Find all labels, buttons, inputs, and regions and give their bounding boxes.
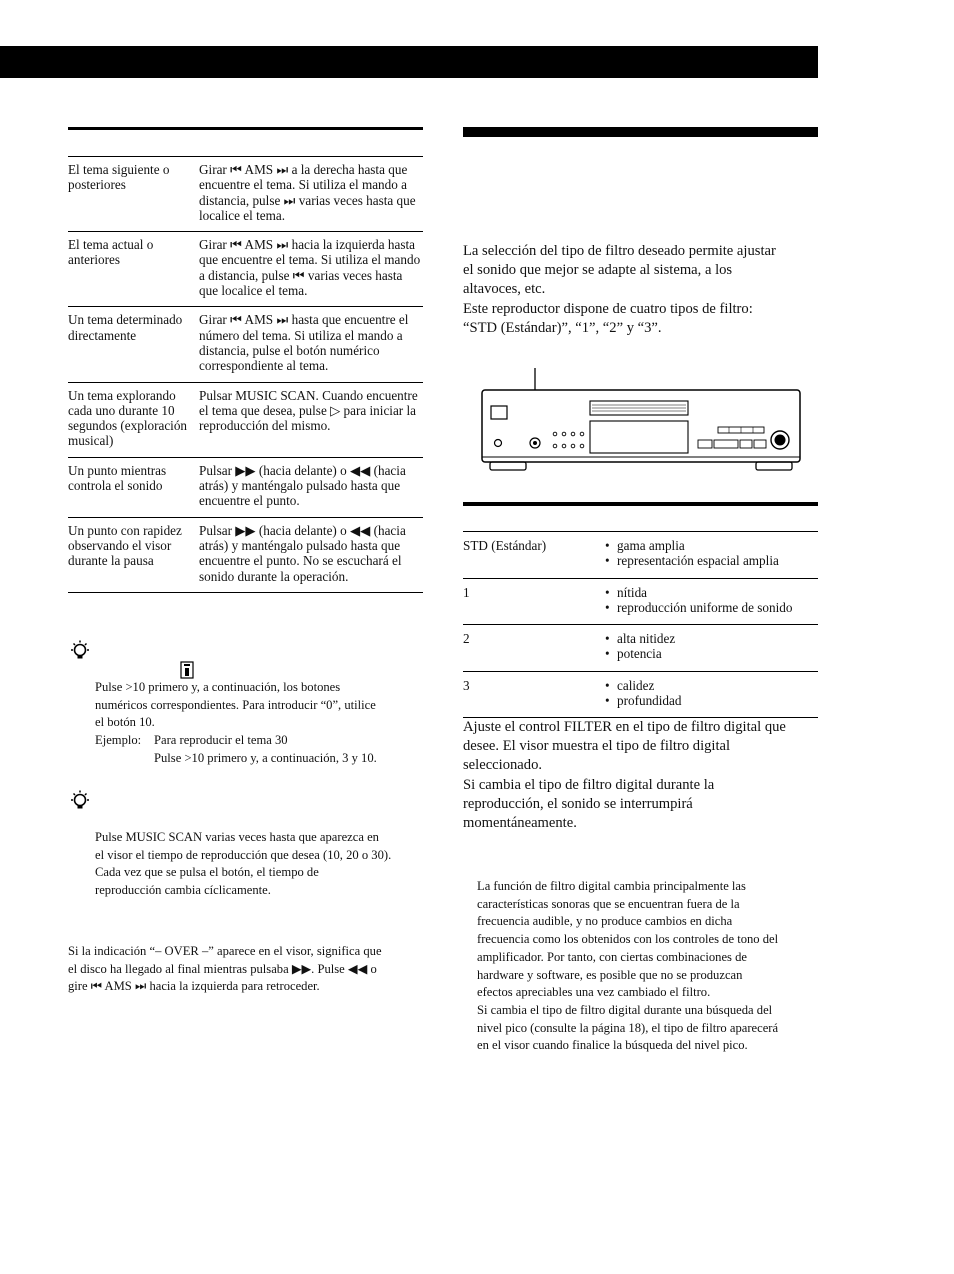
lightbulb-tip-icon bbox=[68, 790, 92, 814]
tip-numeric-buttons: Pulse >10 primero y, a continuación, los botones numéricos correspondientes. Para introducir “0”, utilice el botón 10. Ejemplo: Para reproducir el tema 30 Pulse >10 primero y, a continuación, 3 y 10. bbox=[95, 680, 377, 766]
filter-features: • alta nitidez • potencia bbox=[603, 625, 818, 672]
header-bar bbox=[0, 46, 818, 78]
search-target: El tema actual o anteriores bbox=[68, 237, 154, 268]
filter-type: STD (Estándar) bbox=[463, 538, 547, 553]
filter-features: • gama amplia • representación espacial amplia bbox=[603, 532, 818, 579]
search-target: El tema siguiente o posteriores bbox=[68, 162, 170, 193]
lightbulb-tip-icon bbox=[68, 640, 92, 664]
filter-type-table bbox=[463, 531, 818, 718]
search-action: Girar ⏮ AMS ⏭ a la derecha hasta que encuentre el tema. Si utiliza el mando a distancia, pulse ⏭ varias veces hasta que localice el tema. bbox=[199, 162, 416, 223]
table-row bbox=[68, 457, 423, 517]
table-row bbox=[68, 232, 423, 307]
table-row bbox=[463, 578, 818, 625]
search-action: Pulsar MUSIC SCAN. Cuando encuentre el tema que desea, pulse ▷ para iniciar la reproducción del mismo. bbox=[199, 387, 418, 434]
section-rule-left bbox=[68, 127, 423, 130]
filter-note: La función de filtro digital cambia principalmente las características sonoras que se encuentran fuera de la frecuencia audible, y no produce cambios en dicha frecuencia como los obtenidos con los controles de tono del amplificador. Por tanto, con ciertas combinaciones de hardware y software, es posible que no se produzcan efectos apreciables una vez cambiado el filtro. Si cambia el tipo de filtro digital durante una búsqueda del nivel pico (consulte la página 18), el tipo de filtro aparecerá en el visor cuando finalice la búsqueda del nivel pico. bbox=[477, 879, 779, 1053]
section-rule-right bbox=[463, 127, 818, 137]
filter-type: 2 bbox=[463, 631, 470, 647]
table-row bbox=[463, 671, 818, 718]
table-row bbox=[68, 157, 423, 232]
filter-intro: La selección del tipo de filtro deseado permite ajustar el sonido que mejor se adapte al sistema, a los altavoces, etc. Este reproductor dispone de cuatro tipos de filtro: “STD (Estándar)”, “1”, “2” y “3”. bbox=[463, 243, 776, 336]
filter-features: • calidez • profundidad bbox=[603, 671, 818, 718]
table-row bbox=[68, 517, 423, 592]
search-action: Pulsar ▶▶ (hacia delante) o ◀◀ (hacia atrás) y manténgalo pulsado hasta que encuentre el punto. No se escuchará el sonido durante la operación. bbox=[199, 522, 406, 584]
search-action: Girar ⏮ AMS ⏭ hacia la izquierda hasta que encuentre el tema. Si utiliza el mando a distancia, pulse ⏮ varias veces hasta que localice el tema. bbox=[199, 237, 421, 299]
over-indication-note: Si la indicación “– OVER –” aparece en el visor, significa que el disco ha llegado al final mientras pulsaba ▶▶. Pulse ◀◀ o gire ⏮ AMS ⏭ hacia la izquierda para retroceder. bbox=[68, 944, 382, 994]
search-target: Un tema explorando cada uno durante 10 segundos (exploración musical) bbox=[68, 387, 188, 449]
filter-type: 1 bbox=[463, 584, 470, 600]
search-method-table bbox=[68, 156, 423, 593]
filter-type: 3 bbox=[463, 677, 470, 693]
table-row bbox=[463, 532, 818, 579]
tip-music-scan: Pulse MUSIC SCAN varias veces hasta que aparezca en el visor el tiempo de reproducción que desea (10, 20 o 30). Cada vez que se pulsa el botón, el tiempo de reproducción cambia cíclicamente. bbox=[95, 830, 392, 898]
section-rule-filter bbox=[463, 502, 818, 506]
filter-features: • nítida • reproducción uniforme de sonido bbox=[603, 578, 818, 625]
search-action: Pulsar ▶▶ (hacia delante) o ◀◀ (hacia atrás) y manténgalo pulsado hasta que encuentre el punto. bbox=[199, 462, 406, 509]
filter-adjust-instructions: Ajuste el control FILTER en el tipo de filtro digital que desee. El visor muestra el tipo de filtro digital seleccionado. Si cambia el tipo de filtro digital durante la reproducción, el sonido se interrumpirá momentáneamente. bbox=[463, 719, 786, 832]
search-target: Un punto con rapidez observando el visor durante la pausa bbox=[68, 522, 182, 569]
table-row bbox=[463, 625, 818, 672]
search-target: Un punto mientras controla el sonido bbox=[68, 462, 167, 494]
search-action: Girar ⏮ AMS ⏭ hasta que encuentre el número del tema. Si utiliza el mando a distancia, pulse el botón numérico correspondiente al tema. bbox=[199, 312, 409, 374]
table-row bbox=[68, 382, 423, 457]
search-target: Un tema determinado directamente bbox=[68, 312, 183, 343]
remote-control-icon bbox=[180, 661, 194, 679]
cd-player-illustration bbox=[478, 368, 804, 476]
table-row bbox=[68, 307, 423, 382]
